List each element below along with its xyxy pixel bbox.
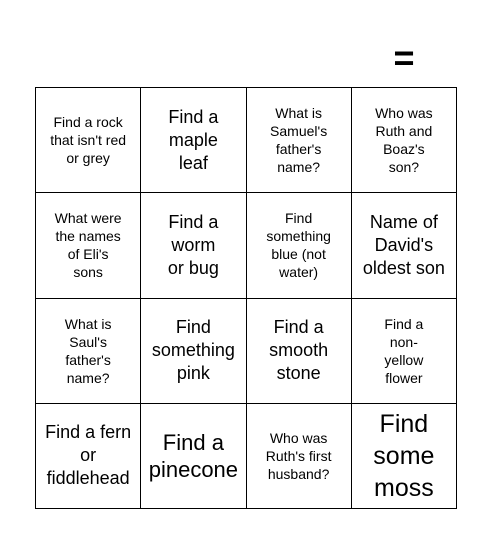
bingo-cell-15[interactable]: Who was Ruth's first husband? — [247, 404, 352, 509]
bingo-cell-5[interactable]: What were the names of Eli's sons — [36, 193, 141, 298]
bingo-cell-16[interactable]: Find some moss — [352, 404, 457, 509]
bingo-cell-12[interactable]: Find a non-yellow flower — [352, 299, 457, 404]
bingo-cell-3[interactable]: What is Samuel's father's name? — [247, 88, 352, 193]
bingo-cell-1[interactable]: Find a rock that isn't red or grey — [36, 88, 141, 193]
header-equals-symbol: = — [393, 37, 415, 78]
bingo-cell-13[interactable]: Find a fern or fiddlehead — [36, 404, 141, 509]
bingo-cell-10[interactable]: Find something pink — [141, 299, 246, 404]
bingo-board — [35, 87, 457, 509]
bingo-cell-6[interactable]: Find a worm or bug — [141, 193, 246, 298]
bingo-cell-11[interactable]: Find a smooth stone — [247, 299, 352, 404]
bingo-cell-2[interactable]: Find a maple leaf — [141, 88, 246, 193]
bingo-cell-14[interactable]: Find a pinecone — [141, 404, 246, 509]
bingo-cell-7[interactable]: Find something blue (not water) — [247, 193, 352, 298]
bingo-cell-9[interactable]: What is Saul's father's name? — [36, 299, 141, 404]
bingo-cell-8[interactable]: Name of David's oldest son — [352, 193, 457, 298]
bingo-cell-4[interactable]: Who was Ruth and Boaz's son? — [352, 88, 457, 193]
